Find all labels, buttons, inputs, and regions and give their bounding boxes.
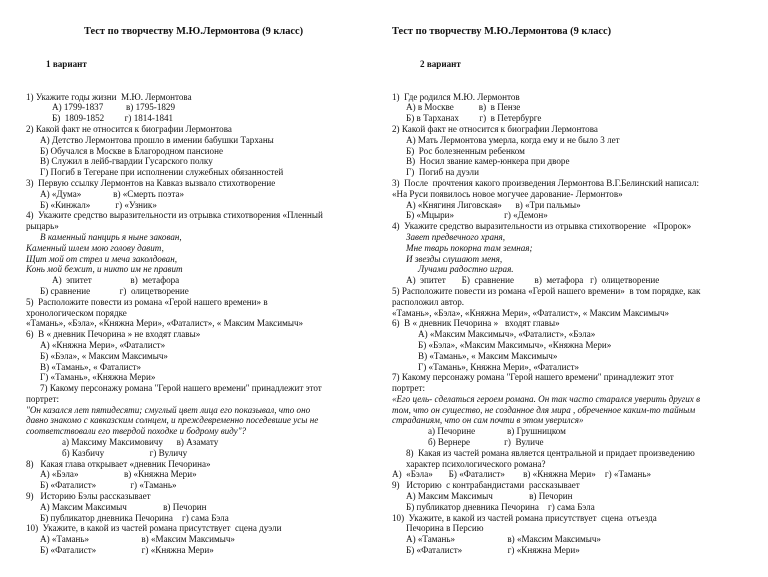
text-line: рыцарь» [26,221,59,232]
text-line: Б) Рос болезненным ребенком [406,145,525,156]
text-line: Каменный шлем мою голову давит, [26,242,164,253]
text-line: «На Руси появилось новое могучее дарование- Лермонтов» [392,188,623,199]
text-line: портрет: [26,393,60,404]
text-line: А) эпитет Б) сравнение в) метафора г) олицетворение [406,275,660,286]
text-line: А) «Бэла» в) «Княжна Мери» [40,469,197,480]
text-line: давно знакомо с кавказским солнцем, и преждевременно поседевшие усы не [26,415,319,426]
text-line: 2) Какой факт не относится к биографии Лермонтова [26,123,232,134]
variant-label: 1 вариант [46,59,87,70]
text-line: И звезды слушают меня, [406,253,503,264]
text-line: 9) Историю с контрабандистами рассказывает [392,480,580,491]
text-line: расположил автор. [392,296,465,307]
text-line: Печорина в Персию [406,523,484,534]
text-line: 6) В « дневник Печорина » не входят главы» [26,329,201,340]
text-line: 7) Какому персонажу романа "Герой нашего времени" принадлежит этот [392,372,674,383]
text-line: Г) «Тамань», Княжна Мери», «Фаталист» [418,361,580,372]
text-line: том, что он существо, не созданное для мира , обреченное каким-то тайным [392,404,696,415]
text-line: А) «Дума» в) «Смерть поэта» [40,188,185,199]
text-line: а) Максиму Максимовичу в) Азамату [62,437,219,448]
text-line: Г) Погиб на дуэли [406,167,479,178]
text-line: А) «Максим Максимыч», «Фаталист», «Бэла» [418,329,596,340]
text-line: А) Максим Максимыч в) Печорин [40,501,207,512]
question-list [26,92,378,556]
text-line: 5) Расположите повести из романа «Герой нашего времени» в [26,296,268,307]
text-line: 3) Первую ссылку Лермонтов на Кавказ вызвало стихотворение [26,177,276,188]
text-line: б) Казбичу г) Вуличу [62,447,188,458]
text-line: Б) в Тарханах г) в Петербурге [406,113,542,124]
variant-label: 2 вариант [420,59,461,70]
text-line: А) в Москве в) в Пензе [406,102,521,113]
text-line: б) Вернере г) Вуличе [428,437,544,448]
page-title: Тест по творчеству М.Ю.Лермонтова (9 класс) [84,25,304,37]
text-line: Б) «Бэла», « Максим Максимыч» [40,350,168,361]
text-line: Г) «Тамань», «Княжна Мери» [40,372,156,383]
text-line: В) Служил в лейб-гвардии Гусарского полку [40,156,213,167]
text-line: Б) 1809-1852 г) 1814-1841 [52,113,174,124]
text-line: Б) публикатор дневника Печорина г) сама Бэла [406,501,595,512]
text-line: А) «Княгиня Лиговская» в) «Три пальмы» [406,199,581,210]
text-line: 10) Укажите, в какой из частей романа присутствует сцена отъезда [392,512,657,523]
text-line: Б) «Мцыри» г) «Демон» [406,210,548,221]
text-line: 1) Укажите годы жизни М.Ю. Лермонтова [26,91,192,102]
text-line: 10) Укажите, в какой из частей романа присутствует сцена дуэли [26,523,282,534]
text-line: А) «Тамань» в) «Максим Максимыч» [406,534,601,545]
text-line: В) «Тамань», « Максим Максимыч» [418,350,558,361]
text-line: Завет предвечного храня, [406,231,506,242]
text-line: "Он казался лет пятидесяти; смуглый цвет лица его показывал, что оно [26,404,311,415]
text-line: «Его цель- сделаться героем романа. Он так часто старался уверить других в [392,393,701,404]
text-line: 5) Расположите повести из романа «Герой нашего времени» в том порядке, как [392,285,701,296]
variant-2-column [392,4,762,577]
text-line: Б) публикатор дневника Печорина г) сама Бэла [40,512,229,523]
text-line: Б) «Кинжал» г) «Узник» [40,199,157,210]
text-line: В) «Тамань», « Фаталист» [40,361,142,372]
text-line: А) 1799-1837 в) 1795-1829 [52,102,176,113]
text-line: страданиям, что он сам почти в этом уверился» [392,415,584,426]
text-line: А) «Княжна Мери», «Фаталист» [40,339,166,350]
question-list [392,92,762,556]
text-line: 8) Какая из частей романа является центральной и придает произведению [406,447,695,458]
text-line: 7) Какому персонажу романа "Герой нашего времени" принадлежит этот [40,383,322,394]
text-line: Мне тварь покорна там земная; [406,242,533,253]
text-line: Конь мой бежит, и никто им не правит [26,264,183,275]
text-line: А) Максим Максимыч в) Печорин [406,491,573,502]
text-line: В) Носил звание камер-юнкера при дворе [406,156,570,167]
text-line: портрет: [392,383,426,394]
page-title: Тест по творчеству М.Ю.Лермонтова (9 класс) [392,25,612,37]
text-line: Б) «Фаталист» г) «Княжна Мери» [40,545,214,556]
text-line: 4) Укажите средство выразительности из отрывка стихотворения «Пленный [26,210,323,221]
text-line: соответствовали его твердой походке и бодрому виду"? [26,426,247,437]
text-line: А) «Тамань» в) «Максим Максимыч» [40,534,235,545]
variant-1-column [26,4,378,577]
text-line: характер психологического романа? [406,458,546,469]
text-line: В каменный панцирь я ныне закован, [40,231,182,242]
text-line: Б) сравнение г) олицетворение [40,285,189,296]
text-line: а) Печорине в) Грушницком [428,426,566,437]
text-line: А) Мать Лермонтова умерла, когда ему и не было 3 лет [406,134,620,145]
text-line: А) эпитет в) метафора [52,275,180,286]
text-line: хронологическом порядке [26,307,127,318]
text-line: 2) Какой факт не относится к биографии Лермонтова [392,123,598,134]
text-line: Б) «Бэла», «Максим Максимыч», «Княжна Мери» [418,339,612,350]
text-line: Б) «Фаталист» г) «Тамань» [40,480,177,491]
text-line: Щит мой от стрел и меча заколдован, [26,253,177,264]
text-line: «Тамань», «Бэла», «Княжна Мери», «Фаталист», « Максим Максимыч» [26,318,304,329]
text-line: Б) «Фаталист» г) «Княжна Мери» [406,545,580,556]
text-line: «Тамань», «Бэла», «Княжна Мери», «Фаталист», « Максим Максимыч» [392,307,670,318]
text-line: 8) Какая глава открывает «дневник Печорина» [26,458,211,469]
text-line: 1) Где родился М.Ю. Лермонтов [392,91,520,102]
text-line: 9) Историю Бэлы рассказывает [26,491,151,502]
text-line: Г) Погиб в Тегеране при исполнении служебных обязанностей [40,167,284,178]
text-line: 4) Укажите средство выразительности из отрывка стихотворение «Пророк» [392,221,692,232]
text-line: Б) Обучался в Москве в Благородном пансионе [40,145,223,156]
text-line: 6) В « дневник Печорина » входят главы» [392,318,560,329]
text-line: А) «Бэла» Б) «Фаталист» в) «Княжна Мери» г) «Тамань» [392,469,652,480]
text-line: Лучами радостно играя. [418,264,514,275]
text-line: 3) После прочтения какого произведения Лермонтова В.Г.Белинский написал: [392,177,699,188]
text-line: А) Детство Лермонтова прошло в имении бабушки Тарханы [40,134,274,145]
